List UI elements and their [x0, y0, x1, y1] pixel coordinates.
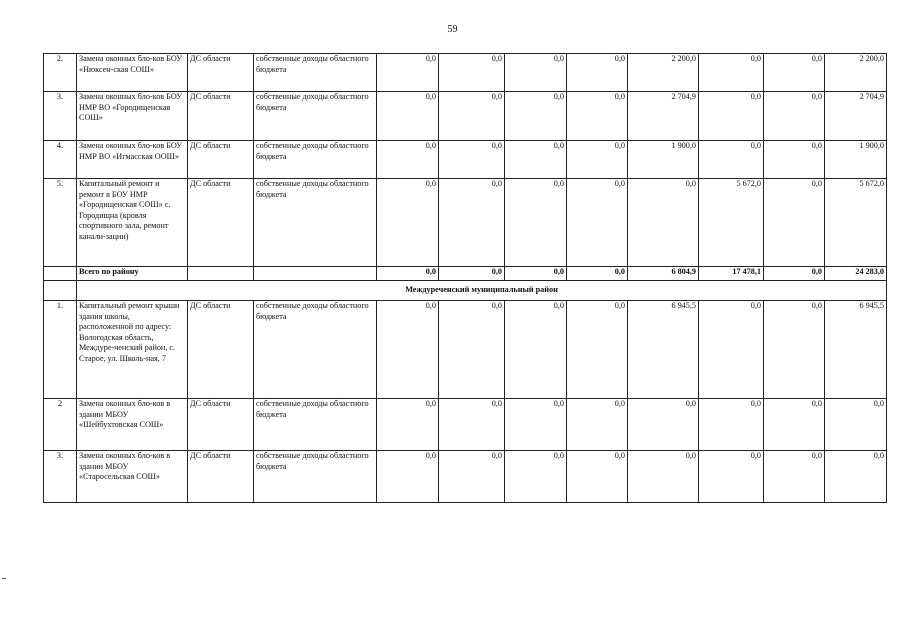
funding-source: ДС области	[188, 399, 254, 451]
amount-cell: 0,0	[439, 92, 505, 141]
table-row	[44, 179, 887, 267]
amount-cell: 0,0	[439, 399, 505, 451]
amount-cell: 2 200,0	[825, 54, 887, 92]
amount-cell: 0,0	[439, 54, 505, 92]
funding-source: ДС области	[188, 54, 254, 92]
funding-source: ДС области	[188, 141, 254, 179]
amount-cell: 0,0	[377, 92, 439, 141]
amount-cell: 0,0	[699, 92, 764, 141]
amount-cell: 0,0	[377, 301, 439, 399]
page-number: 59	[447, 24, 458, 35]
amount-cell: 0,0	[764, 451, 825, 503]
amount-cell: 0,0	[505, 54, 567, 92]
funding-source: ДС области	[188, 179, 254, 267]
amount-cell: 0,0	[505, 399, 567, 451]
funding-type: собственные доходы областного бюджета	[254, 54, 377, 92]
amount-cell: 6 945,5	[628, 301, 699, 399]
table-row	[44, 92, 887, 141]
amount-cell: 6 945,5	[825, 301, 887, 399]
amount-cell: 2 200,0	[628, 54, 699, 92]
table-row	[44, 301, 887, 399]
object-name: Замена оконных бло-ков БОУ НМР ВО «Игмасская ООШ»	[77, 141, 188, 179]
row-number: 1.	[44, 301, 77, 399]
table-row	[44, 54, 887, 92]
amount-cell: 0,0	[567, 54, 628, 92]
funding-type: собственные доходы областного бюджета	[254, 92, 377, 141]
total-value: 24 283,0	[825, 267, 887, 281]
total-value: 6 804,9	[628, 267, 699, 281]
amount-cell: 0,0	[505, 92, 567, 141]
amount-cell: 0,0	[567, 301, 628, 399]
object-name: Капитальный ремонт и ремонт в БОУ НМР «Городищенская СОШ» с. Городищна (кровля спортивного зала, ремонт канали-зации)	[77, 179, 188, 267]
amount-cell: 0,0	[628, 451, 699, 503]
object-name: Замена оконных бло-ков БОУ «Нюксен-ская СОШ»	[77, 54, 188, 92]
amount-cell: 0,0	[764, 301, 825, 399]
object-name: Капитальный ремонт крыши здания школы, расположенной по адресу: Вологодская область, Междуре-ченский район, с. Старое, ул. Школь-ная, 7	[77, 301, 188, 399]
row-number: 3.	[44, 451, 77, 503]
margin-mark	[2, 578, 6, 579]
row-number: 2	[44, 399, 77, 451]
total-value: 0,0	[505, 267, 567, 281]
amount-cell: 0,0	[567, 179, 628, 267]
amount-cell: 0,0	[567, 399, 628, 451]
amount-cell: 0,0	[764, 399, 825, 451]
amount-cell: 0,0	[439, 179, 505, 267]
section-header-row	[44, 281, 887, 301]
amount-cell: 2 704,9	[628, 92, 699, 141]
funding-type: собственные доходы областного бюджета	[254, 399, 377, 451]
funding-type: собственные доходы областного бюджета	[254, 301, 377, 399]
amount-cell: 0,0	[699, 399, 764, 451]
district-rows-a	[44, 54, 887, 267]
amount-cell: 0,0	[505, 301, 567, 399]
amount-cell: 0,0	[699, 54, 764, 92]
amount-cell: 1 900,0	[628, 141, 699, 179]
amount-cell: 0,0	[439, 451, 505, 503]
row-number: 5.	[44, 179, 77, 267]
amount-cell: 1 900,0	[825, 141, 887, 179]
object-name: Замена оконных бло-ков в здании МБОУ «Шейбухтовская СОШ»	[77, 399, 188, 451]
amount-cell: 0,0	[764, 179, 825, 267]
row-number: 2.	[44, 54, 77, 92]
amount-cell: 0,0	[764, 92, 825, 141]
amount-cell: 5 672,0	[699, 179, 764, 267]
funding-source: ДС области	[188, 451, 254, 503]
total-num	[44, 267, 77, 281]
amount-cell: 0,0	[505, 141, 567, 179]
amount-cell: 0,0	[699, 451, 764, 503]
funding-type: собственные доходы областного бюджета	[254, 179, 377, 267]
amount-cell: 0,0	[699, 301, 764, 399]
table-row	[44, 399, 887, 451]
budget-table	[43, 53, 887, 503]
amount-cell: 0,0	[764, 141, 825, 179]
amount-cell: 0,0	[439, 301, 505, 399]
amount-cell: 0,0	[567, 451, 628, 503]
object-name: Замена оконных бло-ков в здании МБОУ «Старосельская СОШ»	[77, 451, 188, 503]
amount-cell: 0,0	[377, 141, 439, 179]
total-value: 17 478,1	[699, 267, 764, 281]
amount-cell: 0,0	[699, 141, 764, 179]
section-title: Междуреченский муниципальный район	[77, 281, 887, 301]
table-row	[44, 141, 887, 179]
row-number: 3.	[44, 92, 77, 141]
amount-cell: 0,0	[628, 179, 699, 267]
amount-cell: 0,0	[628, 399, 699, 451]
amount-cell: 0,0	[567, 92, 628, 141]
amount-cell: 0,0	[567, 141, 628, 179]
total-value: 0,0	[377, 267, 439, 281]
amount-cell: 0,0	[377, 451, 439, 503]
table-row	[44, 451, 887, 503]
amount-cell: 0,0	[377, 179, 439, 267]
amount-cell: 0,0	[505, 179, 567, 267]
district-rows-b	[44, 301, 887, 503]
amount-cell: 0,0	[764, 54, 825, 92]
total-label: Всего по району	[77, 267, 188, 281]
amount-cell: 0,0	[439, 141, 505, 179]
amount-cell: 2 704,9	[825, 92, 887, 141]
amount-cell: 0,0	[825, 399, 887, 451]
funding-type: собственные доходы областного бюджета	[254, 451, 377, 503]
funding-type: собственные доходы областного бюджета	[254, 141, 377, 179]
amount-cell: 0,0	[377, 399, 439, 451]
total-value: 0,0	[439, 267, 505, 281]
object-name: Замена оконных бло-ков БОУ НМР ВО «Городищенская СОШ»	[77, 92, 188, 141]
funding-source: ДС области	[188, 301, 254, 399]
amount-cell: 0,0	[377, 54, 439, 92]
amount-cell: 5 672,0	[825, 179, 887, 267]
total-row	[44, 267, 887, 281]
amount-cell: 0,0	[505, 451, 567, 503]
amount-cell: 0,0	[825, 451, 887, 503]
total-value: 0,0	[764, 267, 825, 281]
funding-source: ДС области	[188, 92, 254, 141]
total-value: 0,0	[567, 267, 628, 281]
row-number: 4.	[44, 141, 77, 179]
